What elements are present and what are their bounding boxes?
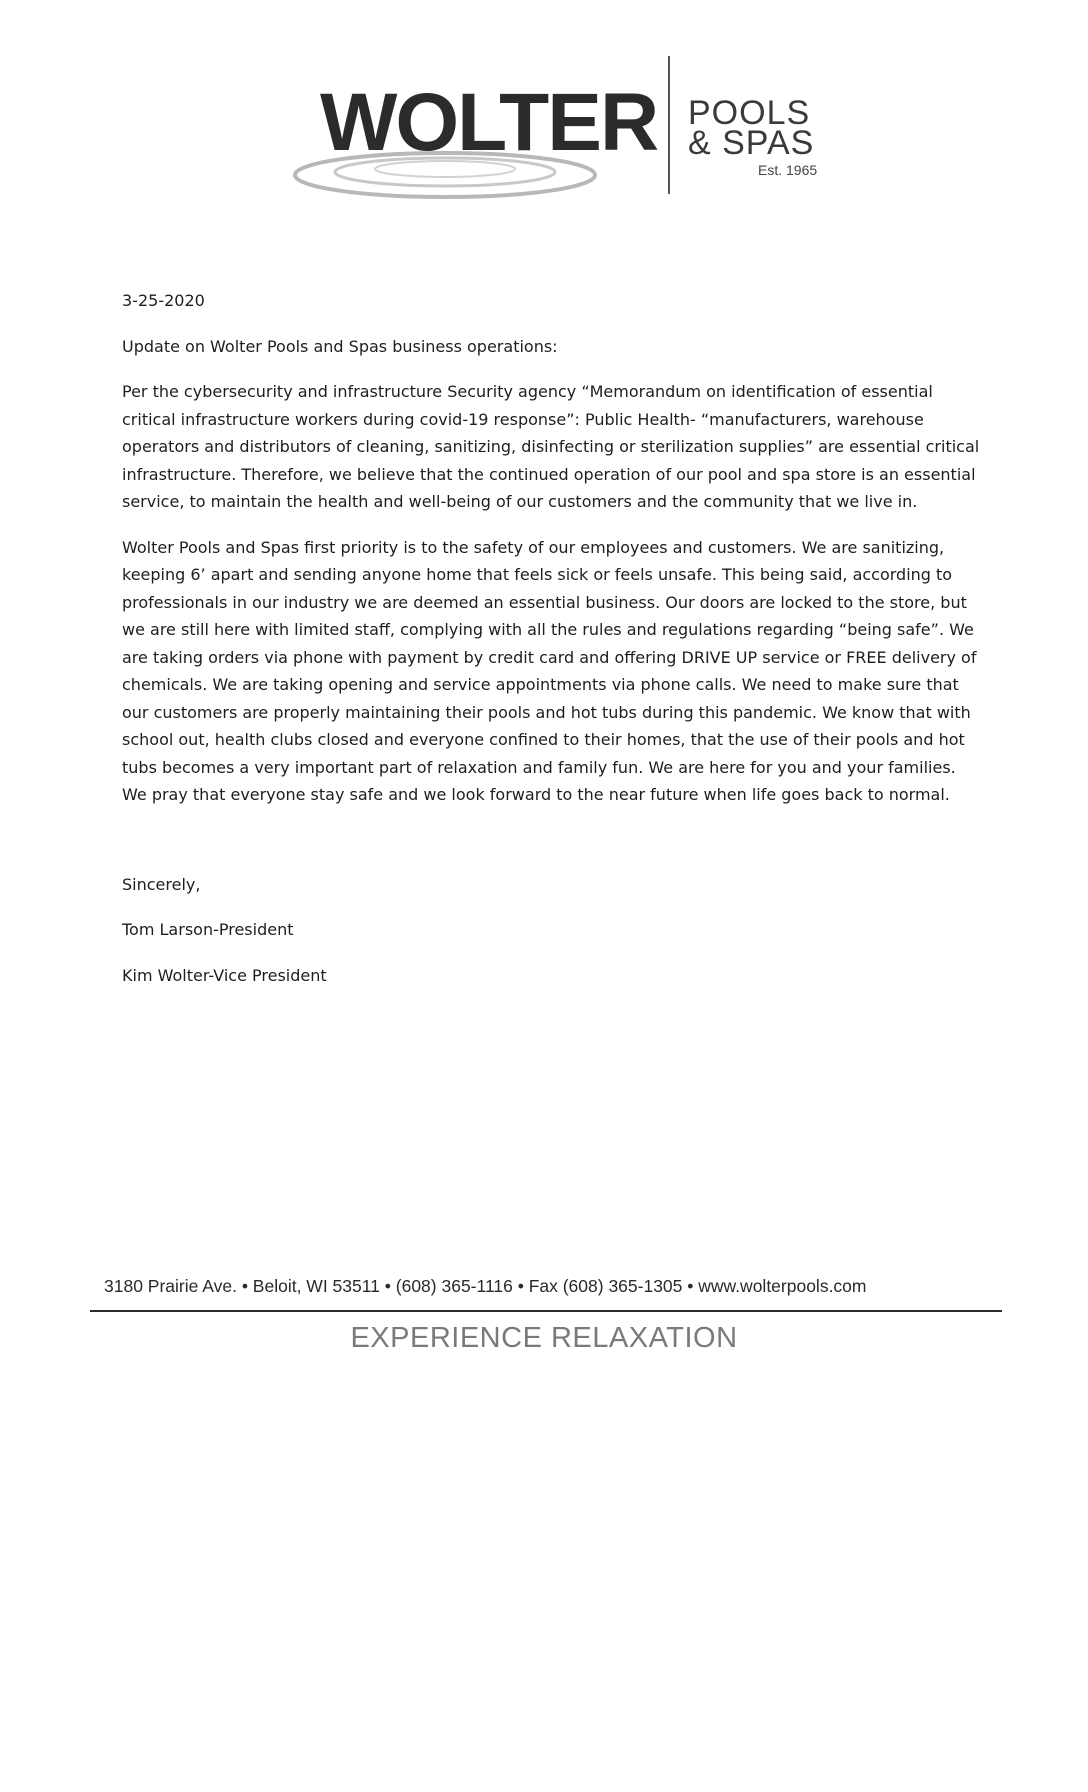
- letter-paragraph-1: Per the cybersecurity and infrastructure Security agency “Memorandum on identification of essential critical infrastructure workers during covid-19 response”: Public Health- “manufacturers, warehouse operators and distributors of cleaning, sanitizing, disinfecting or sterilization supplies” are essential critical infrastructure. Therefore, we believe that the continued operation of our pool and spa store is an essential service, to maintain the health and well-being of our customers and the community that we live in.: [122, 382, 980, 511]
- logo-subtitle-line2: & SPAS: [688, 124, 815, 162]
- letter-date: 3-25-2020: [122, 291, 205, 310]
- footer-divider: [90, 1310, 1002, 1312]
- signatory-vice-president: Kim Wolter-Vice President: [122, 965, 327, 985]
- letter-closing: Sincerely,: [122, 874, 201, 894]
- logo-established: Est. 1965: [758, 162, 818, 178]
- letterhead: [0, 0, 1088, 230]
- letter-subject: Update on Wolter Pools and Spas business operations:: [122, 336, 558, 356]
- logo-subtitle: [688, 94, 815, 162]
- signatory-president: Tom Larson-President: [122, 920, 294, 939]
- footer-address: 3180 Prairie Ave. • Beloit, WI 53511 • (608) 365-1116 • Fax (608) 365-1305 • www.wolterpools.com: [104, 1276, 867, 1296]
- logo-divider: [668, 56, 670, 194]
- water-ripple-icon: [285, 150, 605, 220]
- logo-wordmark: WOLTER: [320, 77, 658, 168]
- letter-paragraph-2: Wolter Pools and Spas first priority is to the safety of our employees and customers. We are sanitizing, keeping 6’ apart and sending anyone home that feels sick or feels unsafe. This being said, according to professionals in our industry we are deemed an essential business. Our doors are locked to the store, but we are still here with limited staff, complying with all the rules and regulations regarding “being safe”. We are taking orders via phone with payment by credit card and offering DRIVE UP service or FREE delivery of chemicals. We are taking opening and service appointments via phone calls. We need to make sure that our customers are properly maintaining their pools and hot tubs during this pandemic. We know that with school out, health clubs closed and everyone confined to their homes, that the use of their pools and hot tubs becomes a very important part of relaxation and family fun. We are here for you and your families. We pray that everyone stay safe and we look forward to the near future when life goes back to normal.: [122, 537, 977, 804]
- footer-tagline: EXPERIENCE RELAXATION: [350, 1322, 738, 1354]
- letter-body: [122, 287, 982, 989]
- logo-subtitle-line1: POOLS: [688, 94, 811, 132]
